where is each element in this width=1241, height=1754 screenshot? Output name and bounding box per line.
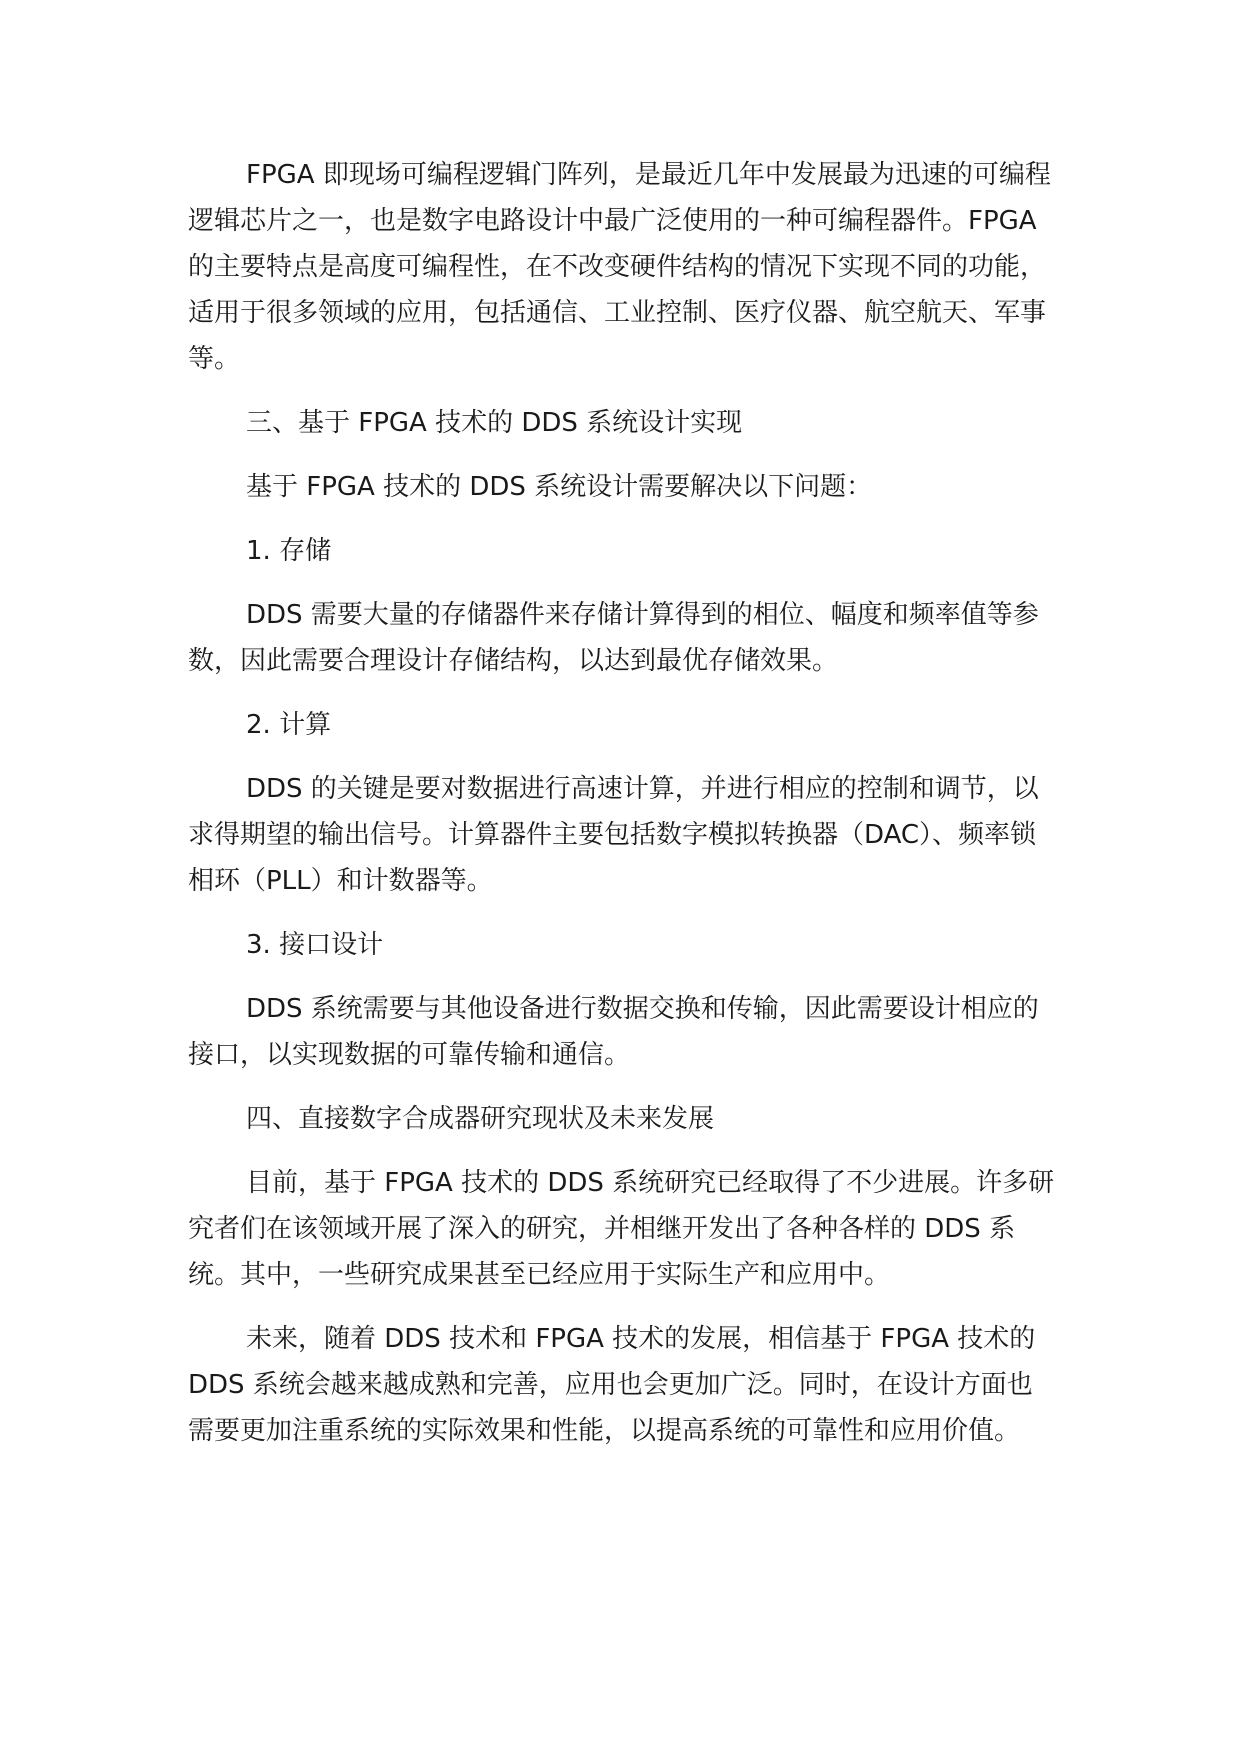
document-body [188,152,1058,1472]
paragraph-interface: DDS 系统需要与其他设备进行数据交换和传输，因此需要设计相应的接口，以实现数据的可靠传输和通信。 [188,994,1039,1070]
subheading-interface: 3. 接口设计 [246,930,384,960]
paragraph-storage: DDS 需要大量的存储器件来存储计算得到的相位、幅度和频率值等参数，因此需要合理设计存储结构，以达到最优存储效果。 [188,600,1039,676]
paragraph-problems-intro: 基于 FPGA 技术的 DDS 系统设计需要解决以下问题： [246,472,873,502]
section-heading-3: 三、基于 FPGA 技术的 DDS 系统设计实现 [246,408,743,438]
paragraph-future: 未来，随着 DDS 技术和 FPGA 技术的发展，相信基于 FPGA 技术的 DDS 系统会越来越成熟和完善，应用也会更加广泛。同时，在设计方面也需要更加注重系统的实际效果和性能，以提高系统的可靠性和应用价值。 [188,1324,1036,1446]
subheading-storage: 1. 存储 [246,536,332,566]
section-heading-4: 四、直接数字合成器研究现状及未来发展 [246,1104,715,1134]
paragraph-computation: DDS 的关键是要对数据进行高速计算，并进行相应的控制和调节，以求得期望的输出信号。计算器件主要包括数字模拟转换器（DAC）、频率锁相环（PLL）和计数器等。 [188,774,1039,896]
paragraph-current-status: 目前，基于 FPGA 技术的 DDS 系统研究已经取得了不少进展。许多研究者们在该领域开展了深入的研究，并相继开发出了各种各样的 DDS 系统。其中，一些研究成果甚至已经应用于实际生产和应用中。 [188,1168,1055,1290]
paragraph-fpga-intro: FPGA 即现场可编程逻辑门阵列，是最近几年中发展最为迅速的可编程逻辑芯片之一，也是数字电路设计中最广泛使用的一种可编程器件。FPGA 的主要特点是高度可编程性，在不改变硬件结构的情况下实现不同的功能，适用于很多领域的应用，包括通信、工业控制、医疗仪器、航空航天、军事等。 [188,160,1051,374]
subheading-computation: 2. 计算 [246,710,332,740]
